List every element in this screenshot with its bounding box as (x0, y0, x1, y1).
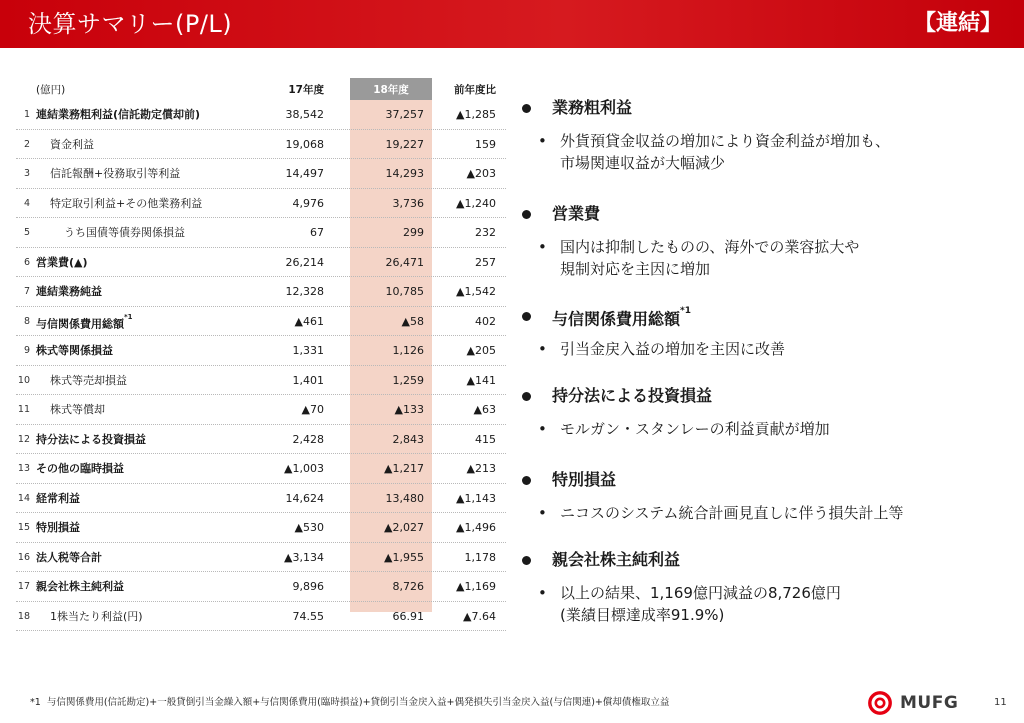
value-fy17: 4,976 (292, 196, 324, 210)
value-fy18: ▲2,027 (384, 521, 424, 534)
row-label-text: 営業費(▲) (36, 255, 88, 269)
value-fy17: 19,068 (285, 137, 324, 151)
section-line: 外貨預貸金収益の増加により資金利益が増加も、 (560, 132, 891, 150)
value-yoy: ▲1,285 (456, 108, 496, 121)
section-title (552, 96, 632, 120)
value-yoy: 232 (475, 226, 496, 239)
section-title-text: 親会社株主純利益 (552, 550, 681, 569)
row-number: 17 (17, 581, 30, 592)
commentary-section (522, 96, 1012, 174)
row-label-text: 株式等関係損益 (36, 344, 113, 357)
row-label (50, 138, 94, 151)
value-fy17: ▲3,134 (284, 550, 324, 564)
table-row (16, 159, 506, 189)
row-number: 3 (23, 168, 30, 179)
commentary-section (522, 202, 1012, 280)
row-label-text: 連結業務粗利益(信託勘定償却前) (36, 108, 201, 121)
section-line: 引当金戻入益の増加を主因に改善 (560, 340, 786, 358)
row-label (36, 433, 146, 446)
value-fy17: 14,624 (285, 491, 324, 505)
row-label-text: 与信関係費用総額 (36, 317, 124, 331)
value-yoy: 257 (475, 255, 496, 269)
value-fy17: 67 (310, 226, 324, 239)
slide-header (0, 0, 1024, 48)
section-title-text: 特別損益 (552, 470, 617, 489)
table-row (16, 543, 506, 573)
section-title-text: 持分法による投資損益 (552, 386, 713, 405)
row-label (36, 462, 124, 475)
table-row (16, 336, 506, 366)
row-label (36, 492, 80, 505)
value-fy17: ▲461 (294, 314, 324, 328)
row-label-text: 信託報酬+役務取引等利益 (50, 167, 181, 180)
table-row (16, 513, 506, 543)
row-label-text: 連結業務純益 (36, 285, 102, 298)
row-label-text: 株式等売却損益 (50, 373, 127, 387)
row-number: 4 (23, 197, 30, 209)
value-yoy: 402 (475, 314, 496, 328)
value-fy18: 2,843 (392, 432, 424, 446)
section-heading (522, 468, 1012, 494)
row-label-text: 資金利益 (50, 137, 94, 151)
bullet-dot-icon (522, 392, 531, 401)
row-label-text: 特別損益 (36, 521, 80, 534)
table-row (16, 277, 506, 307)
section-line: 規制対応を主因に増加 (560, 260, 711, 278)
page-number: 11 (994, 697, 1007, 708)
value-yoy: ▲7.64 (463, 609, 496, 623)
value-yoy: ▲205 (466, 344, 496, 357)
section-line: 国内は抑制したものの、海外での業容拡大や (560, 238, 860, 256)
value-fy17: 74.55 (292, 609, 324, 623)
value-fy17: 26,214 (285, 255, 324, 269)
mufg-logo (868, 690, 978, 716)
section-title (552, 548, 680, 572)
commentary (522, 96, 1012, 626)
table-row (16, 366, 506, 396)
row-label-text: 経常利益 (36, 491, 80, 505)
value-fy18: 3,736 (392, 196, 424, 210)
bullet-dot-icon (522, 476, 531, 485)
column-header-fy18: 18年度 (373, 84, 409, 96)
row-label (36, 551, 102, 564)
table-row (16, 454, 506, 484)
row-label-text: うち国債等債券関係損益 (64, 226, 185, 239)
unit-label: (億円) (36, 84, 66, 96)
section-title (552, 468, 616, 492)
mufg-logo-icon (868, 691, 892, 715)
section-title-text: 業務粗利益 (552, 98, 633, 117)
row-number: 13 (17, 463, 30, 474)
section-title-text: 営業費 (552, 204, 601, 223)
section-line: モルガン・スタンレーの利益貢献が増加 (560, 420, 830, 438)
commentary-section (522, 384, 1012, 440)
row-label-text: 株式等償却 (50, 403, 105, 416)
row-number: 15 (17, 522, 30, 533)
value-fy18: 8,726 (392, 580, 424, 593)
value-fy17: 38,542 (285, 108, 324, 121)
value-fy18: 1,126 (392, 344, 424, 357)
row-number: 8 (23, 315, 30, 327)
value-yoy: 415 (475, 432, 496, 446)
row-number: 9 (23, 345, 30, 356)
bullet-dot-icon (522, 312, 531, 321)
section-body (522, 130, 1012, 174)
row-label (50, 374, 127, 387)
value-yoy: ▲1,542 (456, 285, 496, 298)
section-line: 以上の結果、1,169億円減益の8,726億円 (560, 584, 841, 602)
footnote-ref: *1 (124, 312, 133, 321)
row-label (36, 108, 200, 121)
section-title (552, 304, 691, 331)
section-body (522, 582, 1012, 626)
value-fy18: 66.91 (392, 609, 424, 623)
row-label-text: 特定取引利益+その他業務利益 (50, 196, 203, 210)
row-label-text: その他の臨時損益 (36, 462, 124, 475)
value-fy18: 37,257 (385, 108, 424, 121)
section-heading (522, 96, 1012, 122)
logo-wordmark: MUFG (900, 693, 959, 713)
value-yoy: ▲203 (466, 167, 496, 180)
table-row (16, 572, 506, 602)
row-label-text: 親会社株主純利益 (36, 580, 124, 593)
value-yoy: 1,178 (464, 550, 496, 564)
value-fy17: 1,401 (292, 373, 324, 387)
section-title (552, 384, 712, 408)
row-label (36, 312, 133, 331)
slide-title: 決算サマリー(P/L) (28, 10, 233, 38)
section-title (552, 202, 600, 226)
value-fy18: 26,471 (385, 255, 424, 269)
row-label (36, 285, 102, 298)
value-yoy: ▲141 (466, 373, 496, 387)
table-header (16, 78, 506, 100)
bullet-icon: • (538, 420, 547, 438)
table-row (16, 248, 506, 278)
section-title-text: 与信関係費用総額 (552, 309, 681, 329)
footnote-ref: *1 (680, 306, 691, 316)
section-heading (522, 548, 1012, 574)
section-line: ニコスのシステム統合計画見直しに伴う損失計上等 (560, 504, 904, 522)
bullet-icon: • (538, 584, 547, 602)
row-number: 16 (17, 551, 30, 563)
value-fy18: 10,785 (385, 285, 424, 298)
value-fy18: 19,227 (385, 137, 424, 151)
column-header-fy17: 17年度 (288, 84, 324, 96)
commentary-section (522, 548, 1012, 626)
row-number: 1 (23, 109, 30, 120)
value-fy18: 14,293 (385, 167, 424, 180)
row-label (36, 256, 88, 269)
value-fy18: 1,259 (392, 373, 424, 387)
table-row (16, 218, 506, 248)
table-row (16, 189, 506, 219)
row-number: 12 (17, 433, 30, 445)
value-fy17: 12,328 (285, 285, 324, 298)
row-label (64, 226, 185, 239)
column-header-yoy: 前年度比 (454, 84, 496, 96)
value-fy18: 13,480 (385, 491, 424, 505)
table-row (16, 100, 506, 130)
row-label (36, 521, 80, 534)
row-number: 11 (17, 404, 30, 415)
footnote-text: 与信関係費用(信託勘定)+一般貸倒引当金繰入額+与信関係費用(臨時損益)+貸倒引当金戻入益+偶発損失引当金戻入益(与信関連)+償却債権取立益 (46, 697, 670, 708)
table-body (16, 100, 506, 631)
value-fy17: ▲530 (294, 521, 324, 534)
value-fy17: 14,497 (285, 167, 324, 180)
row-label-text: 法人税等合計 (36, 550, 102, 564)
bullet-dot-icon (522, 210, 531, 219)
row-number: 7 (23, 286, 30, 297)
value-fy18: ▲1,217 (384, 462, 424, 475)
section-heading (522, 202, 1012, 228)
bullet-icon: • (538, 238, 547, 256)
commentary-section (522, 304, 1012, 360)
table-row (16, 602, 506, 632)
bullet-dot-icon (522, 104, 531, 113)
row-label (36, 344, 113, 357)
row-number: 14 (17, 492, 30, 504)
commentary-section (522, 468, 1012, 524)
row-number: 6 (23, 256, 30, 268)
value-fy18: ▲1,955 (384, 550, 424, 564)
value-yoy: ▲1,169 (456, 580, 496, 593)
section-line: (業績目標達成率91.9%) (560, 606, 725, 624)
row-label (50, 610, 143, 623)
row-label (50, 403, 105, 416)
value-fy18: ▲58 (401, 314, 424, 328)
value-yoy: 159 (475, 137, 496, 151)
value-fy18: ▲133 (394, 403, 424, 416)
row-number: 2 (23, 138, 30, 150)
bullet-dot-icon (522, 556, 531, 565)
table-row (16, 425, 506, 455)
row-label (50, 167, 180, 180)
section-heading (522, 304, 1012, 330)
value-fy17: 2,428 (292, 432, 324, 446)
value-fy17: ▲70 (301, 403, 324, 416)
section-body (522, 338, 1012, 360)
value-fy17: 9,896 (292, 580, 324, 593)
section-body (522, 236, 1012, 280)
row-label-text: 持分法による投資損益 (36, 432, 146, 446)
value-fy17: ▲1,003 (284, 462, 324, 475)
section-line: 市場関連収益が大幅減少 (560, 154, 726, 172)
row-label (50, 197, 202, 210)
table-row (16, 484, 506, 514)
bullet-icon: • (538, 340, 547, 358)
table-row (16, 395, 506, 425)
table-row (16, 307, 506, 337)
value-yoy: ▲213 (466, 462, 496, 475)
table-row (16, 130, 506, 160)
value-yoy: ▲1,496 (456, 521, 496, 534)
footnote-mark: *1 (30, 697, 41, 708)
value-yoy: ▲1,143 (456, 491, 496, 505)
row-label-text: 1株当たり利益(円) (50, 609, 143, 623)
value-yoy: ▲1,240 (456, 196, 496, 210)
section-heading (522, 384, 1012, 410)
row-label (36, 580, 124, 593)
value-fy17: 1,331 (292, 344, 324, 357)
row-number: 5 (23, 227, 30, 238)
section-body (522, 502, 1012, 524)
section-body (522, 418, 1012, 440)
bullet-icon: • (538, 504, 547, 522)
value-yoy: ▲63 (473, 403, 496, 416)
row-number: 18 (17, 610, 30, 622)
bullet-icon: • (538, 132, 547, 150)
row-number: 10 (17, 374, 30, 386)
footnote (30, 694, 669, 708)
value-fy18: 299 (403, 226, 424, 239)
consolidated-tag: 【連結】 (913, 11, 1002, 36)
